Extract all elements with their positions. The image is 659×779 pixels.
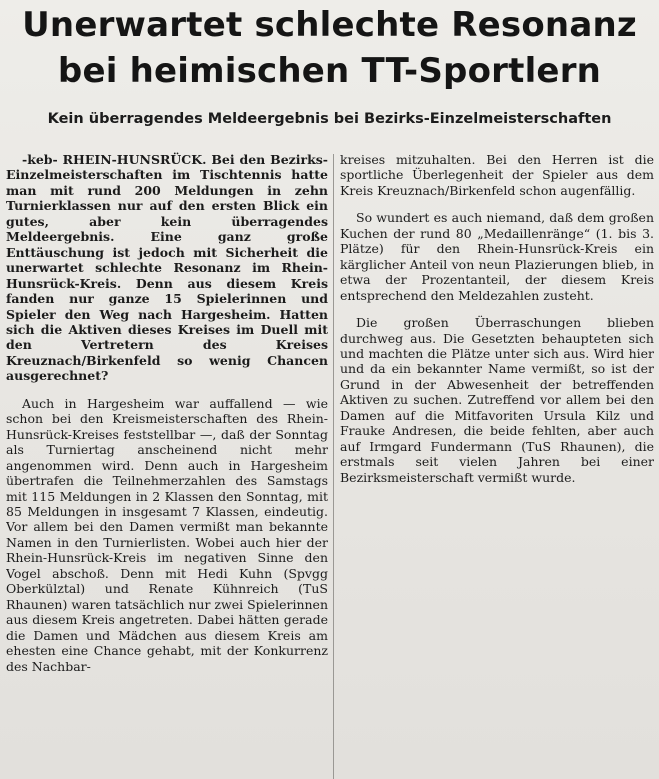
paragraph-gap bbox=[340, 198, 654, 210]
right-column bbox=[340, 152, 654, 485]
left-column bbox=[6, 152, 328, 779]
body-paragraph-right-3: Die großen Überraschungen blieben durchweg aus. Die Gesetzten behaupteten sich und machten die Plätze unter sich aus. Wird hier und da ein bekannter Name vermißt, so ist der Grund in der Abwesenheit der betreffenden Aktiven zu suchen. Zutreffend vor allem bei den Damen auf die Mitfavoriten Ursula Kilz und Frauke Andresen, die beide fehlten, aber auch auf Irmgard Fundermann (TuS Rhaunen), die erstmals seit vielen Jahren bei einer Bezirksmeisterschaft vermißt wurde. bbox=[340, 315, 654, 485]
body-paragraph-right-2: So wundert es auch niemand, daß dem großen Kuchen der rund 80 „Medaillenränge“ (1. bis 3. Plätze) für den Rhein-Hunsrück-Kreis ein kärglicher Anteil von neun Plazierungen blieb, in etwa der Prozentanteil, der diesem Kreis entsprechend den Meldezahlen zusteht. bbox=[340, 210, 654, 303]
headline-line-2: bei heimischen TT-Sportlern bbox=[57, 51, 602, 91]
intro-paragraph bbox=[6, 152, 328, 384]
column-divider bbox=[333, 154, 334, 779]
intro-text: -keb- RHEIN-HUNSRÜCK. Bei den Bezirks-Einzelmeisterschaften im Tischtennis hatte man mit rund 200 Meldungen in zehn Turnierklassen nur auf den ersten Blick ein gutes, aber kein überragendes Meldeergebnis. Eine ganz große Enttäuschung ist jedoch mit Sicherheit die unerwartet schlechte Resonanz im Rhein-Hunsrück-Kreis. Denn aus diesem Kreis fanden nur ganze 15 Spielerinnen und Spieler den Weg nach Hargesheim. Hatten sich die Aktiven dieses Kreises im Duell mit den Vertretern des Kreises Kreuznach/Birkenfeld so wenig Chancen ausgerechnet? bbox=[6, 152, 328, 384]
body-paragraph-right-1: kreises mitzuhalten. Bei den Herren ist die sportliche Überlegenheit der Spieler aus dem Kreis Kreuznach/Birkenfeld schon augenfällig. bbox=[340, 152, 654, 198]
body-paragraph-left: Auch in Hargesheim war auffallend — wie schon bei den Kreismeisterschaften des Rhein-Hunsrück-Kreises feststellbar —, daß der Sonntag als Turniertag anscheinend nicht mehr angenommen wird. Denn auch in Hargesheim übertrafen die Teilnehmerzahlen des Samstags mit 115 Meldungen in 2 Klassen den Sonntag, mit 85 Meldungen in insgesamt 7 Klassen, eindeutig. Vor allem bei den Damen vermißt man bekannte Namen in den Turnierlisten. Wobei auch hier der Rhein-Hunsrück-Kreis im negativen Sinne den Vogel abschoß. Denn mit Hedi Kuhn (Spvgg Oberkülztal) und Renate Kühnreich (TuS Rhaunen) waren tatsächlich nur zwei Spielerinnen aus diesem Kreis angetreten. Dabei hätten gerade die Damen und Mädchen aus diesem Kreis am ehesten eine Chance gehabt, mit der Konkurrenz des Nachbar- bbox=[6, 395, 328, 674]
subheadline: Kein überragendes Meldeergebnis bei Bezirks-Einzelmeisterschaften bbox=[47, 111, 612, 127]
paragraph-gap bbox=[6, 384, 328, 396]
headline-line-1: Unerwartet schlechte Resonanz bbox=[22, 5, 637, 45]
paragraph-gap bbox=[340, 303, 654, 315]
